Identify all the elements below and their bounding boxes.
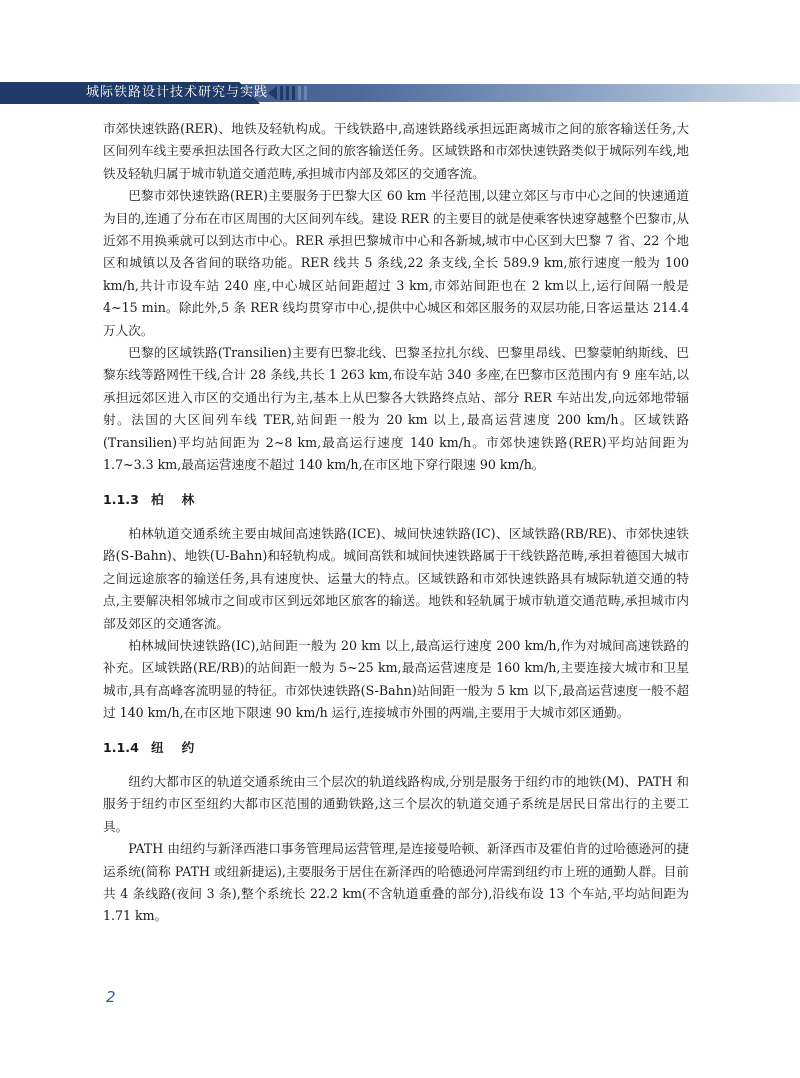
section-number: 1.1.4 bbox=[103, 739, 139, 755]
paragraph-newyork-overview: 纽约大都市区的轨道交通系统由三个层次的轨道线路构成,分别是服务于纽约市的地铁(M)、PATH 和服务于纽约市区至纽约大都市区范围的通勤铁路,这三个层次的轨道交通子系统是居民日常出行的主要工具。 bbox=[103, 773, 689, 834]
section-number: 1.1.3 bbox=[103, 491, 139, 507]
paragraph-transilien: 巴黎的区域铁路(Transilien)主要有巴黎北线、巴黎圣拉扎尔线、巴黎里昂线、巴黎蒙帕纳斯线、巴黎东线等路网性干线,合计 28 条线,共长 1 263 km,布设车站 340 多座,在巴黎市区范围内有 9 座车站,以承担远郊区进入市区的交通出行为主,基本上从巴黎各大铁路终点站、部分 RER 车站出发,向远郊地带辐射。法国的大区间列车线 TER,站间距一般为 20 km 以上,最高运营速度 200 km/h。区域铁路(Transilien)平均站间距为 2~8 km,最高运行速度 140 km/h。市郊快速铁路(RER)平均站间距为 1.7~3.3 km,最高运营速度不超过 140 km/h,在市区地下穿行限速 90 km/h。 bbox=[103, 345, 689, 473]
section-title: 柏林 bbox=[151, 491, 213, 507]
section-title: 纽约 bbox=[151, 739, 213, 755]
running-header-title: 城际铁路设计技术研究与实践 bbox=[86, 85, 269, 100]
paragraph-rer-overview: 市郊快速铁路(RER)、地铁及轻轨构成。干线铁路中,高速铁路线承担远距离城市之间的旅客输送任务,大区间列车线主要承担法国各行政大区之间的旅客输送任务。区域铁路和市郊快速铁路类似于城际列车线,地铁及轻轨归属于城市轨道交通范畴,承担城市内部及郊区的交通客流。 bbox=[103, 121, 689, 181]
section-heading-berlin bbox=[103, 489, 689, 511]
paragraph-berlin-overview: 柏林轨道交通系统主要由城间高速铁路(ICE)、城间快速铁路(IC)、区域铁路(RB/RE)、市郊快速铁路(S-Bahn)、地铁(U-Bahn)和轻轨构成。城间高铁和城间快速铁路属于干线铁路范畴,承担着德国大城市之间远途旅客的输送任务,具有速度快、运量大的特点。区域铁路和市郊快速铁路具有城际轨道交通的特点,主要解决相邻城市之间或市区到远郊地区旅客的输送。地铁和轻轨属于城市轨道交通范畴,承担城市内部及郊区的交通客流。 bbox=[103, 525, 689, 631]
page-number: 2 bbox=[106, 988, 116, 1006]
section-heading-newyork bbox=[103, 737, 689, 759]
paragraph-rer-detail: 巴黎市郊快速铁路(RER)主要服务于巴黎大区 60 km 半径范围,以建立郊区与市中心之间的快速通道为目的,连通了分布在市区周围的大区间列车线。建设 RER 的主要目的就是使乘客快速穿越整个巴黎市,从近郊不用换乘就可以到达市中心。RER 承担巴黎城市中心和各新城,城市中心区到大巴黎 7 省、22 个地区和城镇以及各省间的联络功能。RER 线共 5 条线,22 条支线,全长 589.9 km,旅行速度一般为 100 km/h,共计市设车站 240 座,中心城区站间距超过 3 km,市郊站间距也在 2 km以上,运行间隔一般是 4~15 min。除此外,5 条 RER 线均贯穿市中心,提供中心城区和郊区服务的双层功能,日客运量达 214.4 万人次。 bbox=[103, 188, 689, 338]
paragraph-path: PATH 由纽约与新泽西港口事务管理局运营管理,是连接曼哈顿、新泽西市及霍伯肯的过哈德逊河的捷运系统(简称 PATH 或纽新捷运),主要服务于居住在新泽西的哈德逊河岸需到纽约市上班的通勤人群。目前共 4 条线路(夜间 3 条),整个系统长 22.2 km(不含轨道重叠的部分),沿线布设 13 个车站,平均站间距为 1.71 km。 bbox=[103, 841, 689, 924]
header-ornament-icon bbox=[268, 85, 307, 101]
paragraph-berlin-detail: 柏林城间快速铁路(IC),站间距一般为 20 km 以上,最高运行速度 200 km/h,作为对城间高速铁路的补充。区域铁路(RE/RB)的站间距一般为 5~25 km,最高运营速度是 160 km/h,主要连接大城市和卫星城市,具有高峰客流明显的特征。市郊快速铁路(S-Bahn)站间距一般为 5 km 以下,最高运营速度一般不超过 140 km/h,在市区地下限速 90 km/h 运行,连接城市外围的两端,主要用于大城市郊区通勤。 bbox=[103, 637, 689, 721]
page-content bbox=[103, 118, 689, 928]
